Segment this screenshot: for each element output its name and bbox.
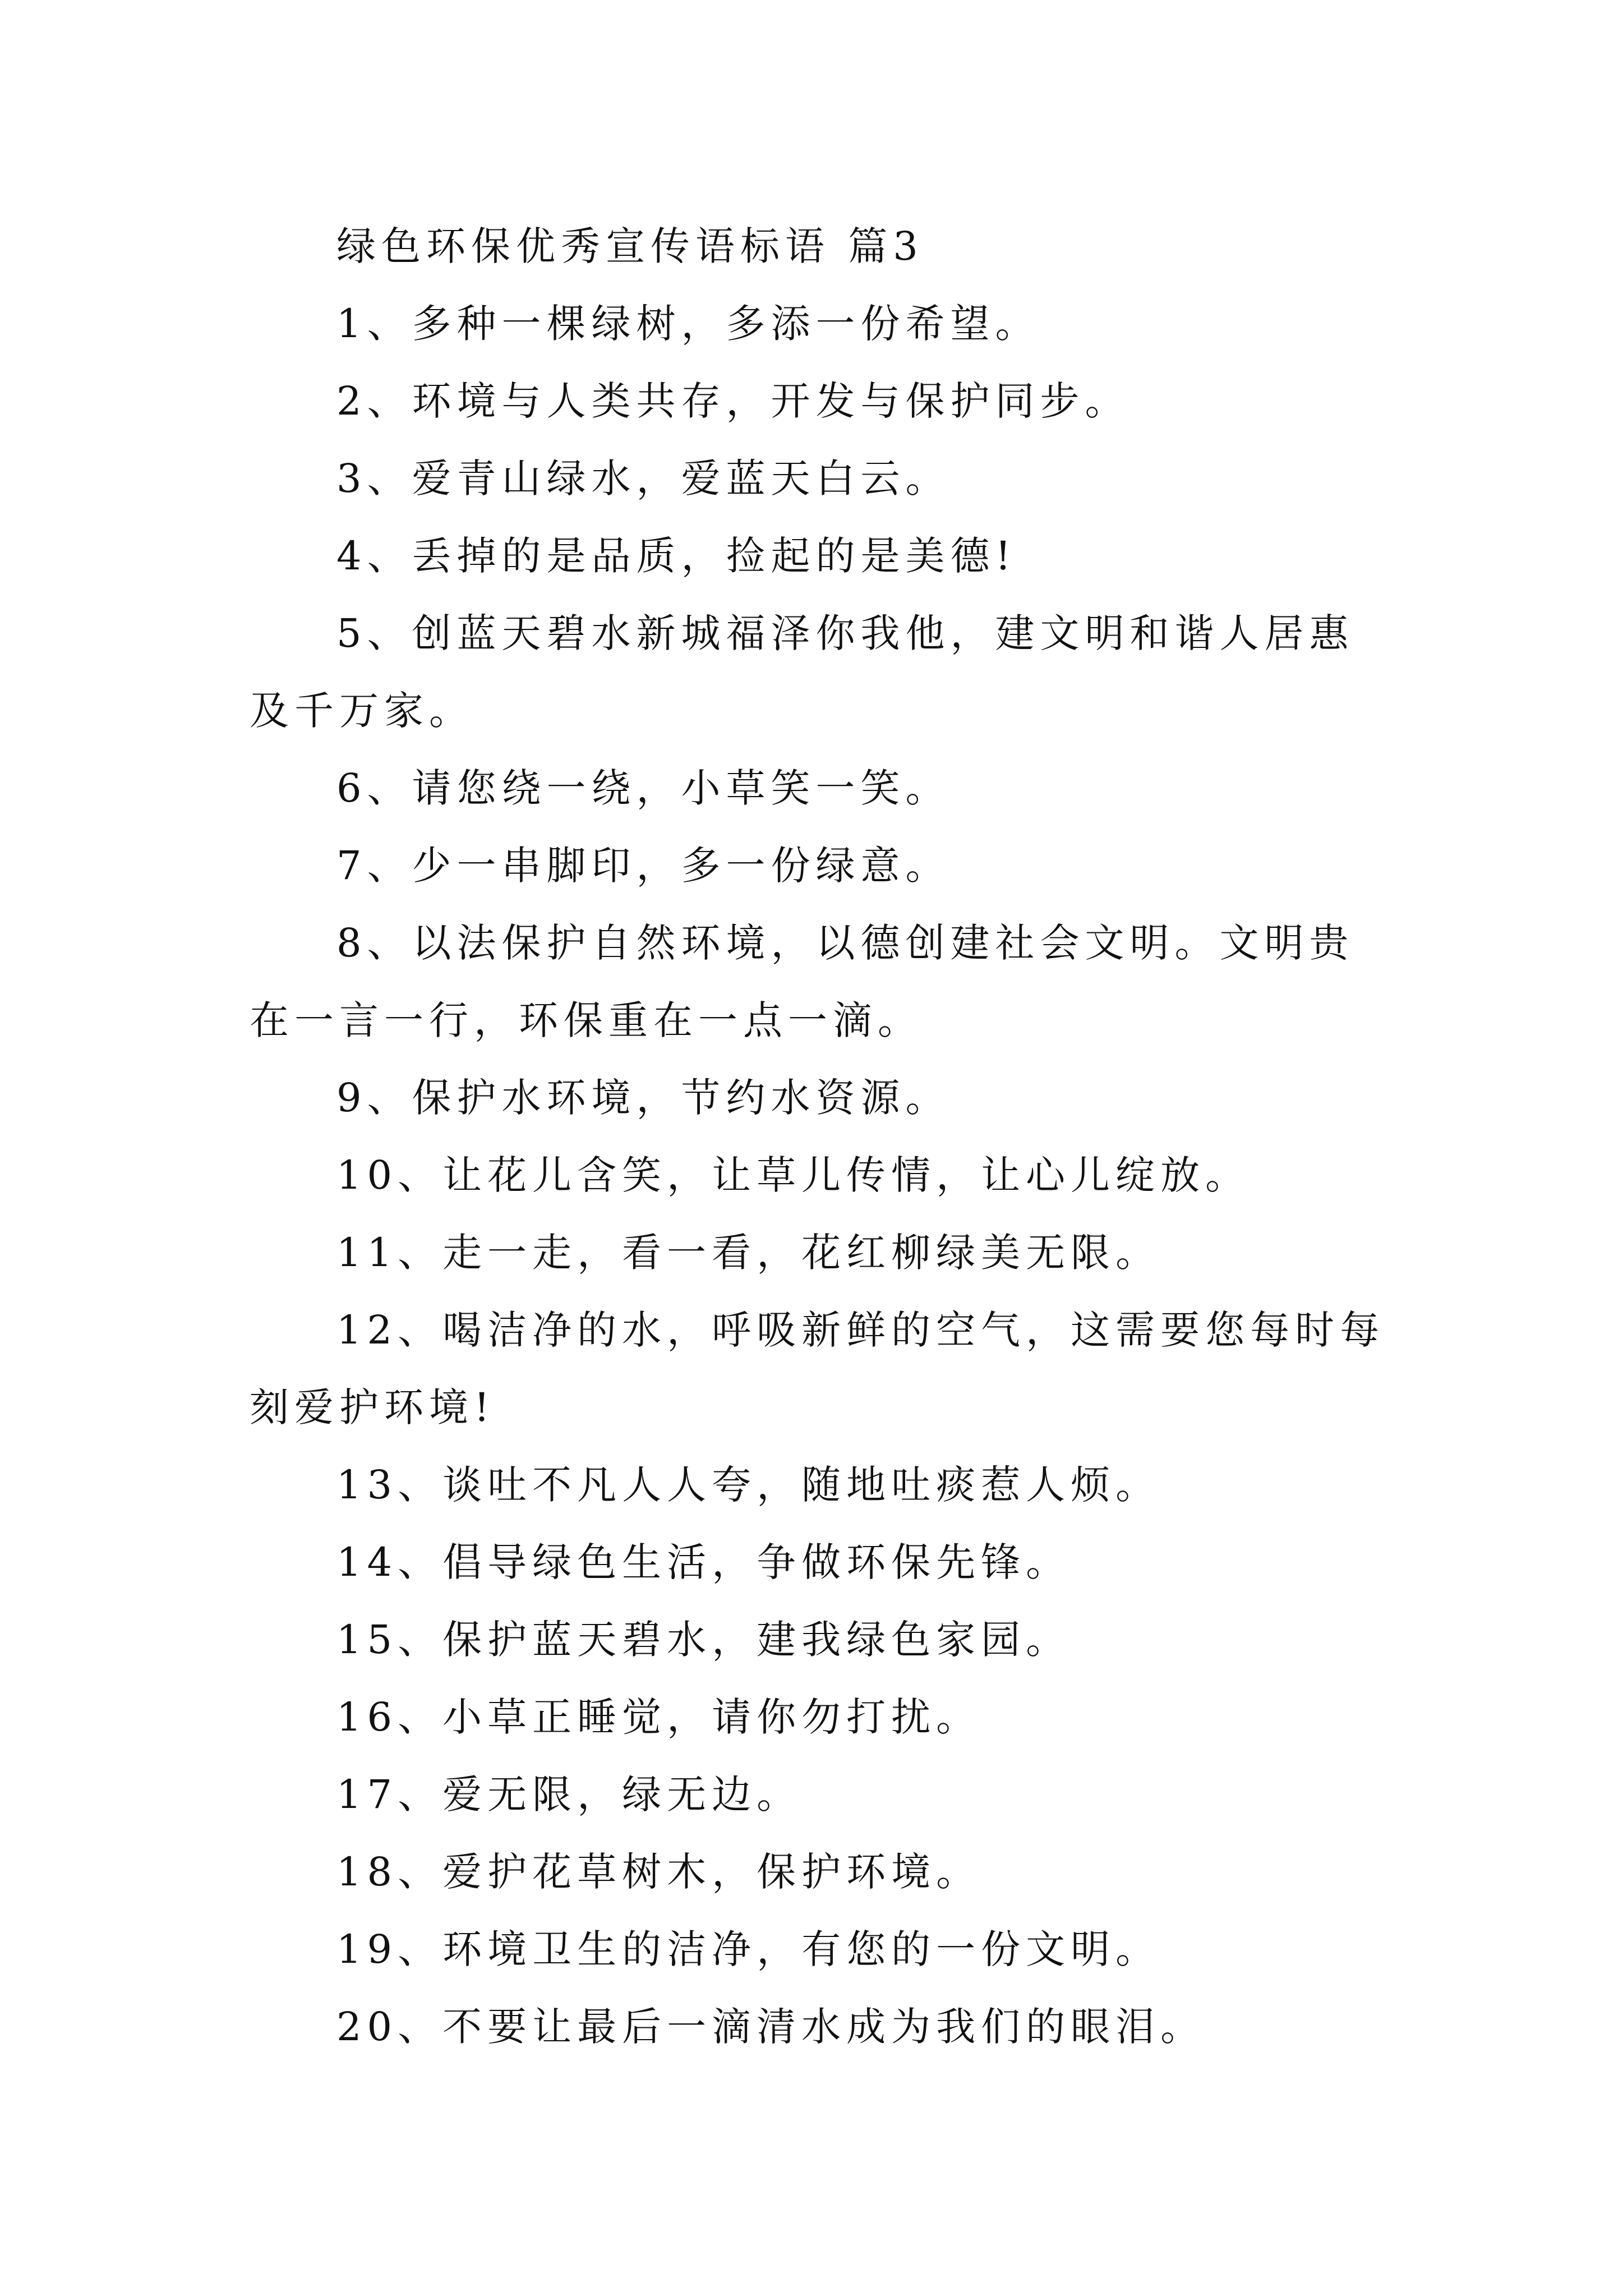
slogan-item-18: 18、爱护花草树木，保护环境。 xyxy=(336,1849,981,1895)
slogan-item-9: 9、保护水环境，节约水资源。 xyxy=(336,1075,951,1121)
slogan-item-20: 20、不要让最后一滴清水成为我们的眼泪。 xyxy=(336,2004,1206,2050)
slogan-item-13: 13、谈吐不凡人人夸，随地吐痰惹人烦。 xyxy=(336,1462,1161,1508)
slogan-item-14: 14、倡导绿色生活，争做环保先锋。 xyxy=(336,1539,1071,1585)
slogan-item-1: 1、多种一棵绿树，多添一份希望。 xyxy=(336,301,1040,347)
slogan-item-19: 19、环境卫生的洁净，有您的一份文明。 xyxy=(336,1926,1161,1972)
slogan-item-10: 10、让花儿含笑，让草儿传情，让心儿绽放。 xyxy=(336,1152,1251,1198)
slogan-item-12: 12、喝洁净的水，呼吸新鲜的空气，这需要您每时每刻爱护环境! xyxy=(250,1307,1385,1430)
slogan-item-8: 8、以法保护自然环境，以德创建社会文明。文明贵在一言一行，环保重在一点一滴。 xyxy=(250,920,1354,1043)
slogan-item-2: 2、环境与人类共存，开发与保护同步。 xyxy=(336,378,1130,424)
slogan-item-11: 11、走一走，看一看，花红柳绿美无限。 xyxy=(336,1230,1161,1276)
slogan-item-17: 17、爱无限，绿无边。 xyxy=(336,1772,802,1818)
slogan-item-6: 6、请您绕一绕，小草笑一笑。 xyxy=(336,765,951,811)
slogan-item-5: 5、创蓝天碧水新城福泽你我他，建文明和谐人居惠及千万家。 xyxy=(250,610,1354,734)
slogan-item-7: 7、少一串脚印，多一份绿意。 xyxy=(336,843,951,889)
slogan-item-3: 3、爱青山绿水，爱蓝天白云。 xyxy=(336,455,951,501)
slogan-item-16: 16、小草正睡觉，请你勿打扰。 xyxy=(336,1694,981,1740)
document-body xyxy=(250,208,1394,2065)
document-heading: 绿色环保优秀宣传语标语 篇3 xyxy=(336,223,924,269)
slogan-item-15: 15、保护蓝天碧水，建我绿色家园。 xyxy=(336,1617,1071,1663)
slogan-item-4: 4、丢掉的是品质，捡起的是美德! xyxy=(336,533,1017,579)
